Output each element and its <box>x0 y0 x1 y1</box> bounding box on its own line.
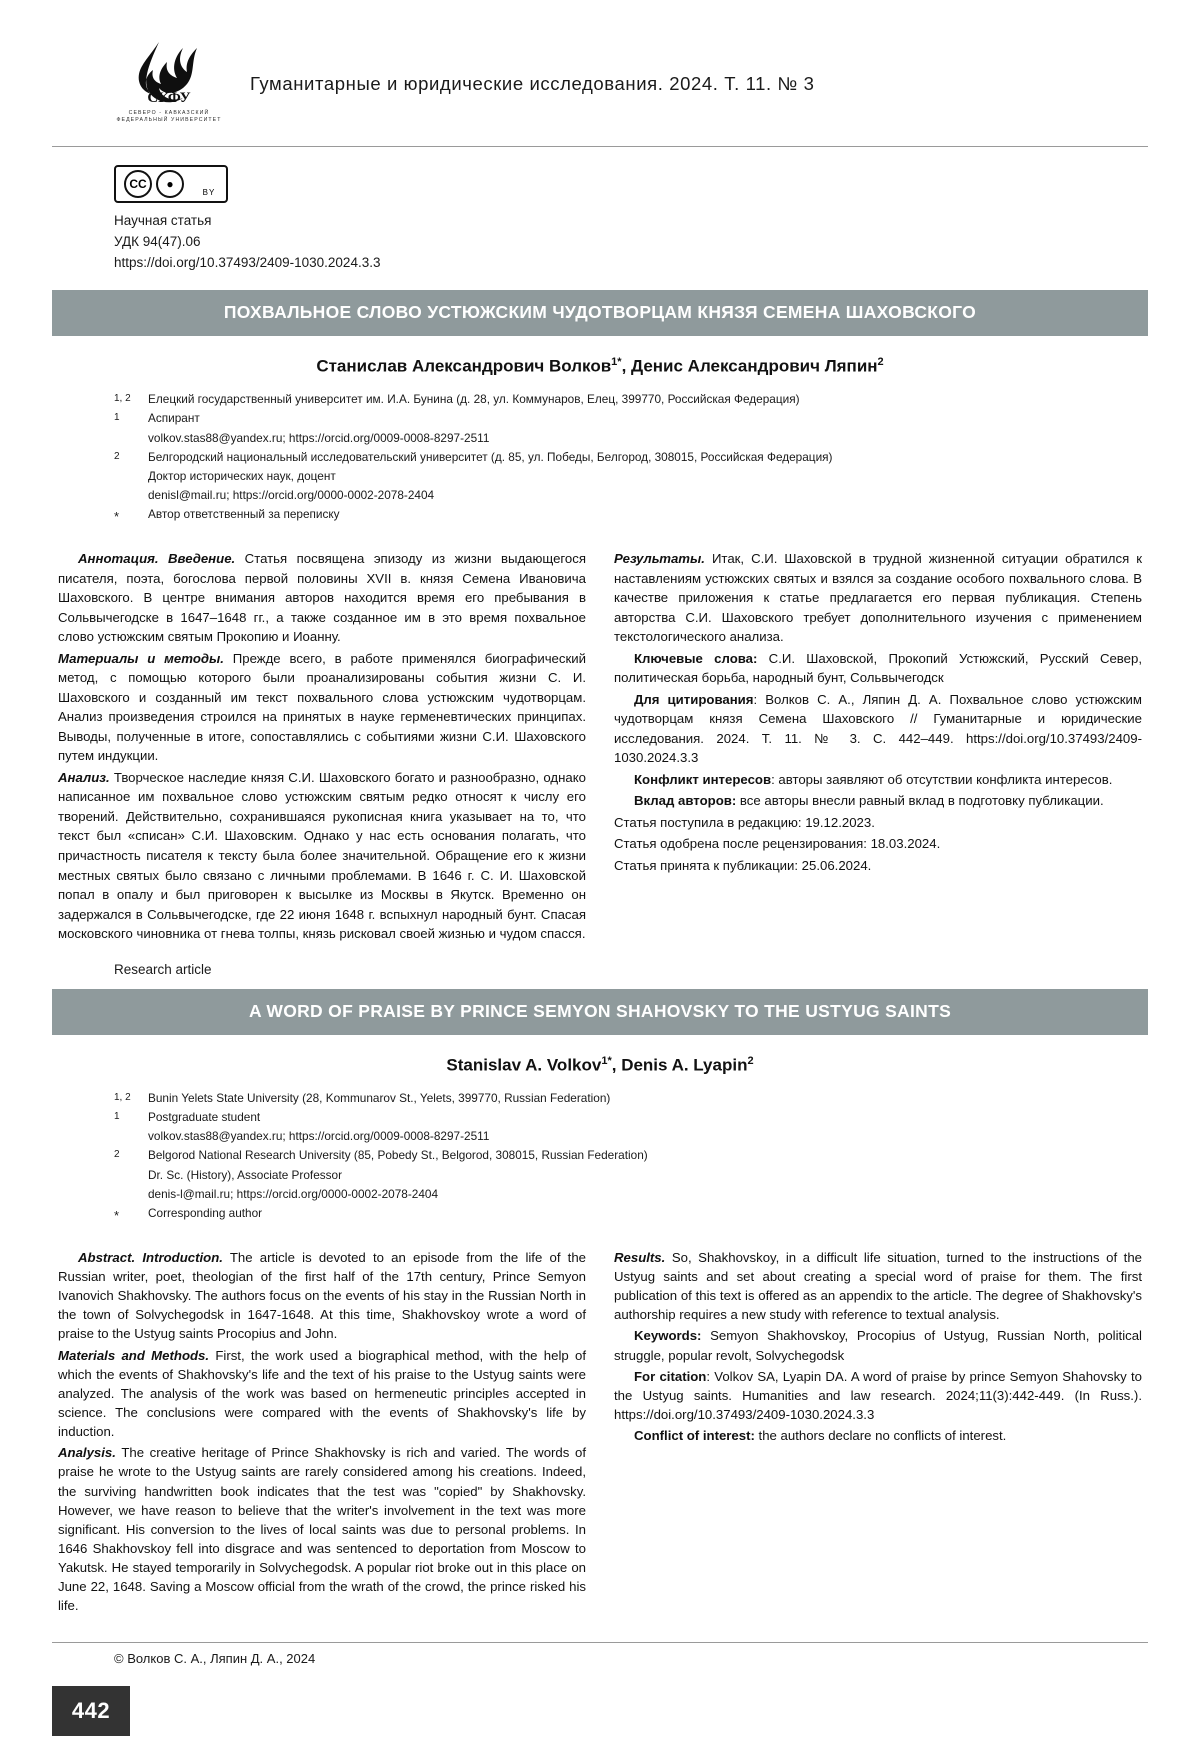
abstract-paragraph <box>58 1346 586 1442</box>
citation-block-en <box>614 1367 1142 1424</box>
abstract-analysis-text-en: The creative heritage of Prince Shakhovsky is rich and varied. The words of praise he wrote to the Ustyug saints are rarely considered among his creations. Indeed, the surviving handwritten book indicates that the test was "copied" by Shakhovsky. However, we have reason to believe that the writer's involvement in the text was more significant. His conversion to the lives of local saints was due to personal problems. In 1646 Shakhovskoy fell into disgrace and was sentenced to deportation from Moscow to Yakutsk. He stayed temporarily in Solvychegodsk. A popular riot broke out in this place on June 22, 1648. Saving a Moscow official from the wrath of the crowd, the prince risked his life. <box>58 1445 586 1614</box>
journal-title-line: Гуманитарные и юридические исследования. 2024. Т. 11. № 3 <box>250 73 815 94</box>
affiliation-row <box>114 1108 1148 1146</box>
affiliation-mark: * <box>114 1207 120 1223</box>
affiliation-contact[interactable]: volkov.stas88@yandex.ru; https://orcid.org/0009-0008-8297-2511 <box>148 430 490 445</box>
conflict-block-en <box>614 1426 1142 1445</box>
affiliation-row <box>114 1204 1148 1226</box>
doi-link[interactable]: https://doi.org/10.37493/2409-1030.2024.3.3 <box>114 254 381 270</box>
conflict-text: : авторы заявляют об отсутствии конфликта интересов. <box>771 771 1113 787</box>
article-meta <box>52 165 1148 274</box>
russian-affiliations <box>52 390 1148 527</box>
abstract-analysis-lead: Анализ. <box>58 769 110 785</box>
corresponding-author-note: Corresponding author <box>148 1205 263 1220</box>
english-abstract <box>52 1248 1148 1616</box>
abstract-methods-text: Прежде всего, в работе применялся биографический метод, с помощью которого были проанализированы события жизни С. И. Шаховского и созданный им текст похвального слова устюжским чудотворцам. Анализ произведения строился на принятых в науке герменевтических принципах. Выводы, полученные в итоге, сопоставлялись с событиями жизни С.И. Шаховского путем индукции. <box>58 650 586 764</box>
abstract-analysis-lead-en: Analysis. <box>58 1445 116 1461</box>
abstract-paragraph <box>58 549 586 647</box>
abstract-column-left <box>58 549 586 944</box>
affiliation-mark: * <box>114 508 120 524</box>
abstract-paragraph <box>58 1248 586 1344</box>
keywords-text-en: Semyon Shakhovskoy, Procopius of Ustyug, Russian North, political struggle, popular revolt, Solvychegodsk <box>614 1328 1142 1363</box>
conflict-text-en: the authors declare no conflicts of interest. <box>754 1428 1007 1444</box>
affiliation-line: Postgraduate student <box>148 1110 261 1125</box>
affiliation-line: Елецкий государственный университет им. И.А. Бунина (д. 28, ул. Коммунаров, Елец, 399770, Российская Федерация) <box>148 392 800 407</box>
keywords-label: Ключевые слова: <box>634 650 758 666</box>
abstract-paragraph <box>58 1443 586 1615</box>
abstract-paragraph <box>614 1248 1142 1325</box>
abstract-results-lead-en: Results. <box>614 1249 666 1265</box>
abstract-methods-lead-en: Materials and Methods. <box>58 1347 210 1363</box>
abstract-intro-lead: Аннотация. Введение. <box>78 551 236 566</box>
abstract-results-text: Итак, С.И. Шаховской в трудной жизненной ситуации обратился к наставлениям устюжских святых и взялся за создание особого похвального слова. В качестве приложения к статье предлагается его первая публикация. Степень авторства С.И. Шаховского требует дополнительного изучения с применением текстологического анализа. <box>614 551 1142 645</box>
conflict-block <box>614 770 1142 790</box>
conflict-label: Конфликт интересов <box>634 771 772 787</box>
authors-separator-ru: , Денис Александрович Ляпин <box>621 356 878 376</box>
affiliation-row <box>114 1146 1148 1203</box>
abstract-intro-lead-en: Abstract. Introduction. <box>78 1249 223 1265</box>
abstract-column-right <box>614 549 1142 944</box>
affiliation-line: Belgorod National Research University (85, Pobedy St., Belgorod, 308015, Russian Federation) <box>148 1148 648 1163</box>
page-header <box>52 38 1148 130</box>
affiliation-row <box>114 1089 1148 1108</box>
abstract-paragraph <box>58 649 586 766</box>
affiliation-mark: 2 <box>114 450 120 462</box>
affiliation-degree: Доктор исторических наук, доцент <box>148 468 336 483</box>
author-1-name-en: Stanislav A. Volkov <box>446 1055 602 1075</box>
affiliation-degree: Dr. Sc. (History), Associate Professor <box>148 1167 343 1182</box>
citation-text: : Волков С. А., Ляпин Д. А. Похвальное слово устюжским чудотворцам князя Семена Шаховского // Гуманитарные и юридические исследования. 2024. Т. 11. № 3. С. 442–449. https://doi.org/10.37493/2409-1030.2024.3.3 <box>614 691 1142 766</box>
cc-by-person-icon: ● <box>156 170 184 198</box>
affiliation-line: Аспирант <box>148 411 200 426</box>
citation-block <box>614 690 1142 768</box>
citation-label: Для цитирования <box>634 691 754 707</box>
citation-text-en: : Volkov SA, Lyapin DA. A word of praise by prince Semyon Shahovsky to the Ustyug saints. Humanities and law research. 2024;11(3):442-449. (In Russ.). https://doi.org/10.37493/2409-1030.2024.3.3 <box>614 1368 1142 1422</box>
abstract-methods-lead: Материалы и методы. <box>58 650 224 666</box>
flame-bird-icon <box>121 38 217 108</box>
author-2-sup-ru: 2 <box>877 355 884 368</box>
affiliation-row <box>114 448 1148 505</box>
russian-title: ПОХВАЛЬНОЕ СЛОВО УСТЮЖСКИМ ЧУДОТВОРЦАМ КНЯЗЯ СЕМЕНА ШАХОВСКОГО <box>52 290 1148 336</box>
russian-abstract <box>52 549 1148 944</box>
author-1-name-ru: Станислав Александрович Волков <box>316 356 612 376</box>
citation-label-en: For citation <box>634 1368 707 1384</box>
keywords-block <box>614 649 1142 688</box>
affiliation-mark: 1 <box>114 412 120 424</box>
abstract-intro-text-en: The article is devoted to an episode from the life of the Russian writer, poet, theologian of the first half of the 17th century, Prince Semyon Ivanovich Shakhovsky. The authors focus on the events of his stay in the Russian North in the town of Solvychegodsk in 1647-1648. At this time, Shakhovskoy wrote a word of praise to the Ustyug saints Procopius and John. <box>58 1249 586 1342</box>
affiliation-mark: 1, 2 <box>114 393 131 405</box>
affiliation-contact[interactable]: volkov.stas88@yandex.ru; https://orcid.org/0009-0008-8297-2511 <box>148 1129 490 1144</box>
affiliation-row <box>114 390 1148 409</box>
footer-divider <box>52 1642 1148 1643</box>
author-1-sup-en: 1* <box>601 1054 612 1067</box>
logo-caption: СЕВЕРО - КАВКАЗСКИЙ ФЕДЕРАЛЬНЫЙ УНИВЕРСИТЕТ <box>116 110 222 124</box>
affiliation-row <box>114 505 1148 527</box>
date-received: Статья поступила в редакцию: 19.12.2023. <box>614 814 875 830</box>
page-number-badge: 442 <box>52 1686 130 1736</box>
author-1-sup-ru: 1* <box>611 355 622 368</box>
abstract-results-text-en: So, Shakhovskoy, in a difficult life situation, turned to the instructions of the Ustyug saints and set about creating a special word of praise for them. The first publication of this text is offered as an appendix to the article. The degree of Shakhovsky's authorship requires a new study with reference to textual analysis. <box>614 1249 1142 1323</box>
contribution-block <box>614 791 1142 811</box>
header-divider <box>52 146 1148 147</box>
creative-commons-badge <box>114 165 228 203</box>
english-title: A WORD OF PRAISE BY PRINCE SEMYON SHAHOVSKY TO THE USTYUG SAINTS <box>52 989 1148 1035</box>
copyright-line: © Волков С. А., Ляпин Д. А., 2024 <box>114 1650 316 1666</box>
abstract-paragraph <box>614 549 1142 647</box>
russian-authors <box>52 356 1148 377</box>
date-approved: Статья одобрена после рецензирования: 18.03.2024. <box>614 836 941 852</box>
abstract-column-left <box>58 1248 586 1616</box>
abstract-methods-text-en: First, the work used a biographical method, with the help of which the events of Shakhovsky's life and the text of his praise to the Ustyug saints were analyzed. The analysis of the work was based on hermeneutic principles accepted in science. The conclusions were compared with the events of Shakhovsky's life by induction. <box>58 1347 587 1440</box>
abstract-paragraph <box>58 768 586 944</box>
corresponding-author-note: Автор ответственный за переписку <box>148 506 340 521</box>
affiliation-line: Bunin Yelets State University (28, Kommunarov St., Yelets, 399770, Russian Federation) <box>148 1091 611 1106</box>
cc-icon: CC <box>124 170 152 198</box>
udk-code: УДК 94(47).06 <box>114 233 201 249</box>
keywords-text: С.И. Шаховской, Прокопий Устюжский, Русский Север, политическая борьба, народный бунт, Сольвычегодск <box>614 650 1143 686</box>
university-logo <box>110 38 228 130</box>
abstract-results-lead: Результаты. <box>614 551 705 566</box>
keywords-block-en <box>614 1326 1142 1364</box>
svg-text:СКФУ: СКФУ <box>147 90 191 106</box>
affiliation-mark: 2 <box>114 1149 120 1161</box>
english-authors <box>52 1055 1148 1076</box>
affiliation-contact[interactable]: denis-l@mail.ru; https://orcid.org/0000-0002-2078-2404 <box>148 1186 439 1201</box>
contribution-text: все авторы внесли равный вклад в подготовку публикации. <box>736 793 1104 809</box>
abstract-intro-text: Статья посвящена эпизоду из жизни выдающегося писателя, поэта, богослова первой половины XVII в. князя Семена Ивановича Шаховского. В центре внимания авторов находится время его пребывания в Сольвычегодске в 1647–1648 гг., а также созданное им в это время похвальное слово устюжским святым Прокопию и Иоанну. <box>58 551 586 645</box>
keywords-label-en: Keywords: <box>634 1328 702 1344</box>
conflict-label-en: Conflict of interest: <box>634 1428 755 1444</box>
affiliation-line: Белгородский национальный исследовательский университет (д. 85, ул. Победы, Белгород, 308015, Российская Федерация) <box>148 449 833 464</box>
affiliation-contact[interactable]: denisl@mail.ru; https://orcid.org/0000-0002-2078-2404 <box>148 487 435 502</box>
affiliation-mark: 1, 2 <box>114 1092 131 1104</box>
english-affiliations <box>52 1089 1148 1226</box>
affiliation-row <box>114 409 1148 447</box>
affiliation-mark: 1 <box>114 1111 120 1123</box>
contribution-label: Вклад авторов: <box>634 793 737 809</box>
abstract-column-right <box>614 1248 1142 1616</box>
article-type: Научная статья <box>114 213 212 228</box>
date-accepted: Статья принята к публикации: 25.06.2024. <box>614 857 872 873</box>
authors-separator-en: , Denis A. Lyapin <box>611 1055 748 1075</box>
abstract-analysis-text: Творческое наследие князя С.И. Шаховского богато и разнообразно, однако написанное им похвальное слово устюжским святым редко относят к числу его творений. Действительно, сохранившаяся рукописная книга указывает на то, что текст был «списан» С.И. Шаховским. Однако у нас есть основания полагать, что причастность писателя к тексту была более значительной. Обращение его к жизни местных святых было связано с личными проблемами. В 1646 г. С. И. Шаховской попал в опалу и был приговорен к высылке из Москвы в Якутск. Временно он задержался в Сольвычегодске, где 22 июня 1648 г. вспыхнул народный бунт. Спасая московского чиновника от гнева толпы, князь рисковал своей жизнью и чудом спасся. <box>58 769 586 942</box>
research-article-label: Research article <box>114 961 212 977</box>
author-2-sup-en: 2 <box>747 1054 754 1067</box>
cc-by-label: BY <box>202 187 216 197</box>
